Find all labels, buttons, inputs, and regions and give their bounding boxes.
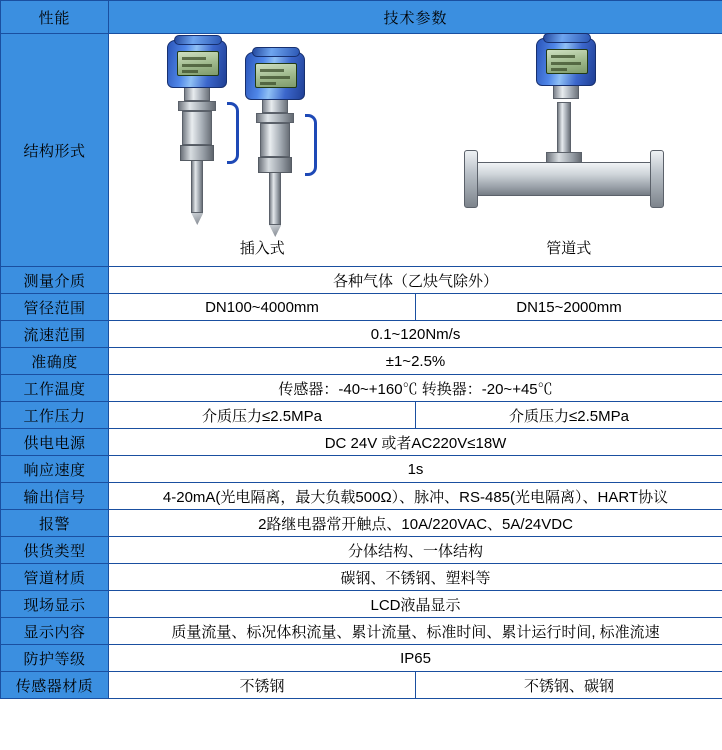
- row-label: 现场显示: [1, 591, 109, 618]
- table-row: [1, 348, 722, 375]
- row-value: 4-20mA(光电隔离，最大负载500Ω）、脉冲、RS-485(光电隔离）、HART协议: [109, 483, 722, 510]
- table-header-row: [1, 1, 722, 34]
- pipeline-type-image: [416, 32, 722, 237]
- header-performance: 性能: [1, 1, 109, 34]
- row-label: 测量介质: [1, 267, 109, 294]
- insertion-type-image: [109, 32, 416, 237]
- row-value-right: 介质压力≤2.5MPa: [416, 402, 722, 429]
- row-label: 响应速度: [1, 456, 109, 483]
- flowmeter-insertion-a: [167, 40, 227, 225]
- row-value-left: 介质压力≤2.5MPa: [109, 402, 416, 429]
- row-label: 准确度: [1, 348, 109, 375]
- table-row-structure: [1, 34, 722, 267]
- row-value: IP65: [109, 645, 722, 672]
- lcd-display-icon: [177, 51, 219, 76]
- transmitter-housing-icon: [245, 52, 305, 100]
- row-label: 供货类型: [1, 537, 109, 564]
- row-label: 供电电源: [1, 429, 109, 456]
- row-label: 防护等级: [1, 645, 109, 672]
- row-value: 分体结构、一体结构: [109, 537, 722, 564]
- pipeline-type-figure: [416, 34, 722, 266]
- table-row: [1, 375, 722, 402]
- row-label: 输出信号: [1, 483, 109, 510]
- header-tech-params: 技术参数: [109, 1, 722, 34]
- table-row: [1, 618, 722, 645]
- blue-handle-icon: [305, 114, 317, 176]
- blue-handle-icon: [227, 102, 239, 164]
- table-row: [1, 321, 722, 348]
- table-row: [1, 456, 722, 483]
- table-row: [1, 267, 722, 294]
- row-value: 传感器：-40~+160℃ 转换器：-20~+45℃: [109, 375, 722, 402]
- row-label: 工作温度: [1, 375, 109, 402]
- flowmeter-pipeline: [454, 32, 684, 237]
- pipeline-type-caption: 管道式: [546, 240, 592, 257]
- row-value: 碳钢、不锈钢、塑料等: [109, 564, 722, 591]
- row-value: 各种气体（乙炔气除外）: [109, 267, 722, 294]
- row-label: 报警: [1, 510, 109, 537]
- row-value: DC 24V 或者AC220V≤18W: [109, 429, 722, 456]
- structure-images-cell: [109, 34, 722, 267]
- row-value: 质量流量、标况体积流量、累计流量、标准时间、累计运行时间, 标准流速: [109, 618, 722, 645]
- transmitter-housing-icon: [167, 40, 227, 88]
- row-value-right: 不锈钢、碳钢: [416, 672, 722, 699]
- lcd-display-icon: [255, 63, 297, 88]
- lcd-display-icon: [546, 49, 588, 74]
- table-row: [1, 591, 722, 618]
- table-row: [1, 510, 722, 537]
- row-value: LCD液晶显示: [109, 591, 722, 618]
- row-value: 2路继电器常开触点、10A/220VAC、5A/24VDC: [109, 510, 722, 537]
- flowmeter-insertion-b: [245, 52, 305, 237]
- insertion-type-caption: 插入式: [239, 240, 285, 257]
- row-value-right: DN15~2000mm: [416, 294, 722, 321]
- row-value: 1s: [109, 456, 722, 483]
- row-label: 传感器材质: [1, 672, 109, 699]
- row-label: 管道材质: [1, 564, 109, 591]
- row-label: 管径范围: [1, 294, 109, 321]
- transmitter-housing-icon: [536, 38, 596, 99]
- insertion-type-figure: [109, 34, 416, 266]
- table-row: [1, 537, 722, 564]
- row-value: 0.1~120Nm/s: [109, 321, 722, 348]
- row-value-left: DN100~4000mm: [109, 294, 416, 321]
- row-label-structure: 结构形式: [1, 34, 109, 267]
- table-row: [1, 672, 722, 699]
- table-row: [1, 645, 722, 672]
- row-label: 工作压力: [1, 402, 109, 429]
- table-row: [1, 564, 722, 591]
- row-label: 流速范围: [1, 321, 109, 348]
- table-row: [1, 429, 722, 456]
- row-value: ±1~2.5%: [109, 348, 722, 375]
- table-row: [1, 483, 722, 510]
- row-label: 显示内容: [1, 618, 109, 645]
- table-row: [1, 402, 722, 429]
- row-value-left: 不锈钢: [109, 672, 416, 699]
- table-row: [1, 294, 722, 321]
